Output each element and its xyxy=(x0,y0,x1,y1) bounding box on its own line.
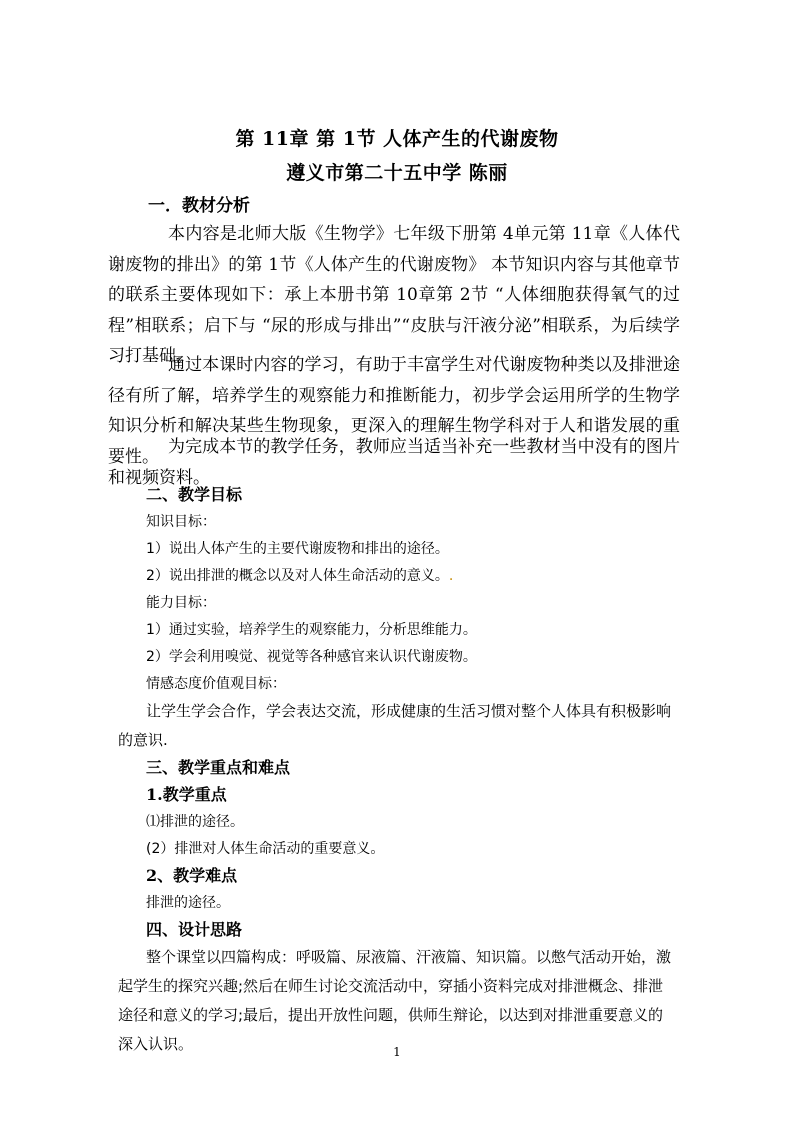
knowledge-goal-2-tail: . xyxy=(448,568,454,584)
teaching-difficulty-heading: 2、教学难点 xyxy=(146,866,238,885)
knowledge-goal-1: 1）说出人体产生的主要代谢废物和排出的途径。 xyxy=(146,541,449,557)
teaching-difficulty-1: 排泄的途径。 xyxy=(146,895,230,911)
knowledge-goal-2 xyxy=(146,566,453,586)
author-line: 遵义市第二十五中学 陈丽 xyxy=(286,162,508,184)
page-number: 1 xyxy=(393,1045,401,1059)
knowledge-goal-2-text: 2）说出排泄的概念以及对人体生命活动的意义。 xyxy=(146,568,449,584)
design-idea-text: 整个课堂以四篇构成：呼吸篇、尿液篇、汗液篇、知识篇。以憋气活动开始，激起学生的探究兴趣;然后在师生讨论交流活动中，穿插小资料完成对排泄概念、排泄途径和意义的学习;最后，提出开放性问题，供师生辩论，以达到对排泄重要意义的深入认识。 xyxy=(118,948,672,1053)
ability-goal-2: 2）学会利用嗅觉、视觉等各种感官来认识代谢废物。 xyxy=(146,649,477,665)
section-heading-key-points: 三、教学重点和难点 xyxy=(146,758,291,777)
ability-goals-label: 能力目标： xyxy=(146,595,216,611)
material-analysis-paragraph-1: 本内容是北师大版《生物学》七年级下册第 4单元第 11章《人体代谢废物的排出》的第 1节《人体产生的代谢废物》 本节知识内容与其他章节的联系主要体现如下：承上本册书第 10章第 2节 “人体细胞获得氧气的过程”相联系；启下与 “尿的形成与排出”“皮肤与汗液分泌”相联系，为后续学习打基础。 xyxy=(108,224,680,366)
ability-goal-1: 1）通过实验，培养学生的观察能力，分析思维能力。 xyxy=(146,622,477,638)
material-analysis-paragraph-3: 为完成本节的教学任务，教师应当适当补充一些教材当中没有的图片和视频资料。 xyxy=(108,437,680,488)
teaching-focus-2: (2）排泄对人体生命活动的重要意义。 xyxy=(146,841,385,857)
section-heading-teaching-goals: 二、教学目标 xyxy=(146,485,243,504)
document-title: 第 11章 第 1节 人体产生的代谢废物 xyxy=(235,128,559,150)
knowledge-goals-label: 知识目标： xyxy=(146,514,216,530)
material-analysis-paragraph-2: 通过本课时内容的学习，有助于丰富学生对代谢废物种类以及排泄途径有所了解，培养学生的观察能力和推断能力，初步学会运用所学的生物学知识分析和解决某些生物现象，更深入的理解生物学科对于人和谐发展的重要性。 xyxy=(108,355,680,467)
section-heading-material-analysis: 一．教材分析 xyxy=(148,196,250,216)
teaching-focus-1: ⑴排泄的途径。 xyxy=(146,814,244,830)
emotion-goal-text: 让学生学会合作，学会表达交流，形成健康的生活习惯对整个人体具有积极影响的意识. xyxy=(118,702,672,749)
teaching-focus-heading: 1.教学重点 xyxy=(146,785,227,804)
section-heading-design-idea: 四、设计思路 xyxy=(146,920,243,939)
emotion-goals-label: 情感态度价值观目标： xyxy=(146,676,286,692)
